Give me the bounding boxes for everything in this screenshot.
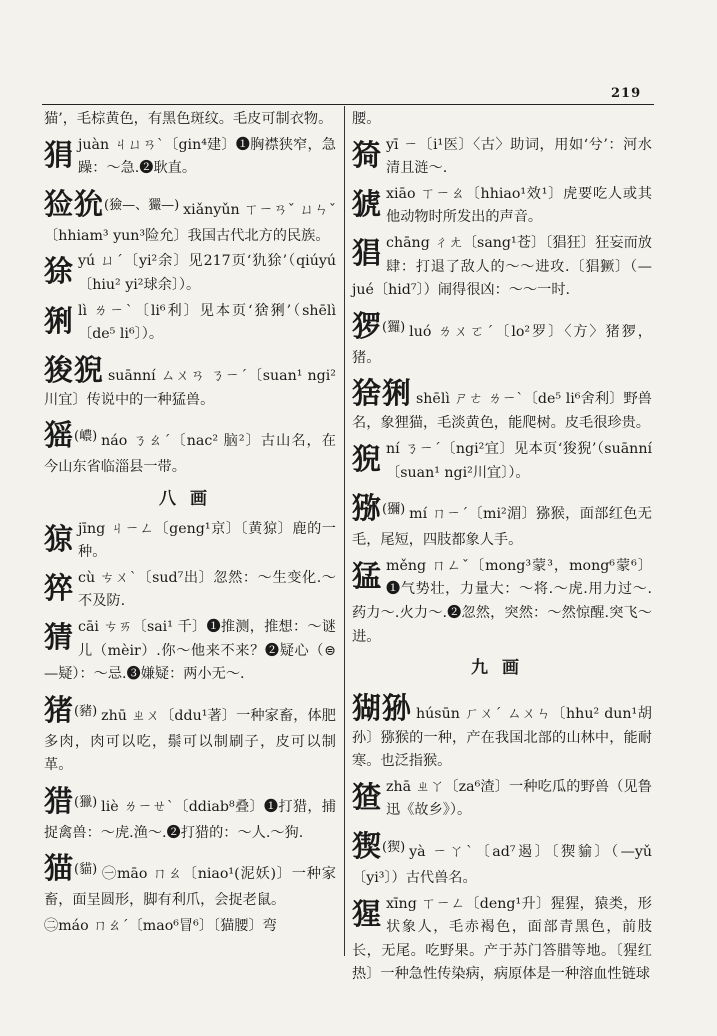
entry-definition: měng ㄇㄥˇ〔mong³蒙³，mong⁶蒙⁶〕❶气势壮，力量大：～将.～虎.用力过～.药力～.火力～.❷忽然，突然：～然惊醒.突飞～进。 — [352, 557, 652, 645]
dictionary-entry — [352, 305, 652, 371]
entry-headword — [352, 895, 382, 933]
entry-definition: náo ㄋㄠˊ〔nac² 脑²〕古山名，在今山东省临淄县一带。 — [44, 433, 336, 476]
dictionary-entry — [352, 825, 652, 891]
dictionary-entry — [352, 372, 652, 436]
headword-character: 猢狲 — [352, 690, 413, 725]
dictionary-entry — [352, 232, 652, 303]
entry-definition: cāi ㄘㄞ〔sai¹ 千〕❶推测，推想：～谜儿（mèir）.你～他来不来？❷疑心（⊜—疑）：～忌.❸嫌疑：两小无～. — [44, 618, 336, 683]
headword-character: 猊 — [352, 441, 383, 476]
entry-headword — [352, 827, 405, 867]
entry-headword — [44, 302, 74, 340]
entry-definition: yú ㄩˊ〔yi²余〕见217页‘犰狳’（qiúyú〔hiu² yi²球余〕）。 — [78, 253, 336, 293]
dictionary-entry — [44, 134, 336, 181]
dictionary-entry — [44, 847, 336, 913]
entry-definition: shēlì ㄕㄜ ㄌㄧˋ〔de⁵ li⁶舍利〕野兽名，象狸猫，毛淡黄色，能爬树。皮毛很珍贵。 — [352, 391, 652, 432]
headword-character: 猺 — [44, 418, 75, 453]
entry-definition: xiǎnyǔn ㄒㄧㄢˇ ㄩㄣˇ〔hhiam³ yun³险允〕我国古代北方的民族。 — [44, 201, 336, 244]
headword-character: 猝 — [44, 570, 75, 605]
entry-definition: 腰。 — [352, 111, 381, 127]
entry-headword — [352, 374, 412, 412]
entry-headword — [352, 136, 382, 174]
dictionary-entry — [44, 915, 336, 939]
entry-headword — [44, 416, 97, 456]
entry-headword — [44, 136, 74, 174]
headword-character: 狳 — [44, 254, 75, 289]
headword-variant: (嶩) — [74, 429, 98, 445]
dictionary-entry — [44, 108, 336, 132]
headword-character: 狷 — [44, 137, 75, 172]
dictionary-entry — [44, 567, 336, 614]
dictionary-entry — [352, 134, 652, 181]
entry-definition: chāng ㄔㄤ〔sang¹苍〕〔猖狂〕狂妄而放肆：打退了敌人的～～进攻.〔猖獗〕（—jué〔hid⁷〕）闹得很凶：～～一时. — [352, 234, 652, 299]
headword-variant: (貓) — [74, 862, 98, 878]
entry-definition: ㊁máo ㄇㄠˊ〔mao⁶冒⁶〕〔猫腰〕弯 — [44, 918, 277, 935]
headword-variant: (玀) — [382, 319, 406, 335]
entry-headword — [44, 185, 179, 225]
entry-definition: suānní ㄙㄨㄢ ㄋㄧˊ〔suan¹ ngi²川宜〕传说中的一种猛兽。 — [44, 367, 336, 408]
headword-character: 猰 — [352, 829, 383, 864]
headword-character: 狻猊 — [44, 352, 105, 387]
headword-variant: (豬) — [74, 703, 98, 719]
left-column — [44, 108, 336, 941]
headword-variant: (獫—、玁—) — [104, 197, 180, 213]
headword-character: 猖 — [352, 235, 383, 270]
column-divider — [344, 106, 345, 956]
entry-headword — [44, 849, 97, 889]
right-entries-after — [352, 687, 652, 987]
entry-definition: jīng ㄐㄧㄥ〔geng¹京〕〔黄猄〕鹿的一种。 — [78, 520, 336, 561]
entry-headword — [352, 489, 405, 529]
headword-character: 猫 — [44, 851, 75, 886]
headword-character: 猃狁 — [44, 186, 105, 221]
headword-character: 猞猁 — [352, 376, 413, 411]
entry-headword — [44, 351, 104, 389]
entry-headword — [44, 252, 74, 290]
left-entries-before — [44, 108, 336, 480]
headword-character: 猇 — [352, 186, 383, 221]
entry-definition: húsūn ㄏㄨˊ ㄙㄨㄣ〔hhu² dun¹胡孙〕猕猴的一种，产在我国北部的山林中，能耐寒。也泛指猴。 — [352, 705, 652, 770]
headword-character: 猁 — [44, 303, 75, 338]
entry-definition: mí ㄇㄧˊ〔mi²湄〕猕猴，面部红色无毛，尾短，四肢都象人手。 — [352, 506, 652, 549]
entry-definition: liè ㄌㄧㄝˋ〔ddiab⁸叠〕❶打猎，捕捉禽兽：～虎.渔～.❷打猎的：～人.～狗. — [44, 798, 336, 841]
entry-headword — [44, 520, 74, 558]
entry-definition: yī ㄧ〔i¹医〕〈古〉助词，用如‘兮’：河水清且涟～. — [386, 136, 652, 177]
entry-definition: xīng ㄒㄧㄥ〔deng¹升〕猩猩，猿类，形状象人，毛赤褐色，面部青黑色，前肢长，无尾。吃野果。产于苏门答腊等地。〔猩红热〕一种急性传染病，病原体是一种溶血性链球 — [352, 895, 652, 983]
entry-headword — [352, 778, 382, 816]
entry-definition: 猫’，毛棕黄色，有黑色斑纹。毛皮可制衣物。 — [44, 111, 333, 127]
section-title-eight-strokes: 八画 — [159, 488, 221, 509]
headword-character: 猛 — [352, 558, 383, 593]
dictionary-entry — [352, 776, 652, 823]
entry-headword — [352, 440, 382, 478]
dictionary-entry — [44, 518, 336, 565]
page-number: 219 — [611, 86, 642, 101]
dictionary-entry — [44, 414, 336, 480]
entry-definition: zhū ㄓㄨ〔ddu¹著〕一种家畜，体肥多肉，肉可以吃，鬃可以制刷子，皮可以制革。 — [44, 707, 336, 774]
headword-character: 猩 — [352, 896, 383, 931]
headword-character: 猡 — [352, 308, 383, 343]
entry-headword — [44, 618, 74, 656]
dictionary-entry — [44, 250, 336, 297]
dictionary-entry — [352, 893, 652, 987]
dictionary-entry — [44, 183, 336, 249]
headword-variant: (獵) — [74, 794, 98, 810]
entry-definition: yà ㄧㄚˋ〔ad⁷遏〕〔猰貐〕（—yǔ〔yi³〕）古代兽名。 — [352, 844, 652, 887]
entry-headword — [352, 185, 382, 223]
entry-headword — [352, 557, 382, 595]
top-rule — [42, 104, 654, 105]
entry-headword — [44, 569, 74, 607]
right-entries-before — [352, 108, 652, 649]
headword-character: 猎 — [44, 783, 75, 818]
entry-definition: ㊀māo ㄇㄠ〔niao¹(泥妖)〕一种家畜，面呈圆形，脚有利爪，会捉老鼠。 — [44, 866, 336, 909]
dictionary-entry — [44, 780, 336, 846]
headword-variant: (獼) — [382, 502, 406, 518]
dictionary-entry — [352, 108, 652, 132]
dictionary-entry — [44, 616, 336, 687]
headword-character: 猹 — [352, 779, 383, 814]
entry-definition: zhā ㄓㄚ〔za⁶渣〕一种吃瓜的野兽（见鲁迅《故乡》）。 — [386, 778, 652, 819]
headword-variant: (猰) — [382, 840, 406, 856]
entry-definition: lì ㄌㄧˋ〔li⁶利〕见本页‘猞猁’（shēlì〔de⁵ li⁶〕）。 — [78, 302, 336, 343]
left-entries-after — [44, 518, 336, 939]
right-column — [352, 108, 652, 989]
entry-definition: cù ㄘㄨˋ〔sud⁷出〕忽然：～生变化.～不及防. — [78, 569, 336, 610]
dictionary-entry — [352, 183, 652, 230]
dictionary-entry — [44, 349, 336, 413]
dictionary-entry — [352, 438, 652, 485]
headword-character: 猪 — [44, 692, 75, 727]
dictionary-entry — [352, 487, 652, 553]
entry-definition: ní ㄋㄧˊ〔ngi²宜〕见本页‘狻猊’（suānní〔suan¹ ngi²川宜〕）。 — [386, 440, 652, 481]
section-title-nine-strokes: 九画 — [471, 658, 533, 679]
headword-character: 猄 — [44, 521, 75, 556]
entry-definition: luó ㄌㄨㄛˊ〔lo²罗〕〈方〉猪猡，猪。 — [352, 323, 652, 366]
entry-definition: xiāo ㄒㄧㄠ〔hhiao¹效¹〕虎要吃人或其他动物时所发出的声音。 — [386, 185, 652, 226]
dictionary-entry — [44, 689, 336, 778]
entry-headword — [352, 234, 382, 272]
dictionary-entry — [352, 687, 652, 774]
headword-character: 猜 — [44, 619, 75, 654]
entry-headword — [352, 689, 412, 727]
dictionary-entry — [352, 555, 652, 649]
headword-character: 猗 — [352, 137, 383, 172]
entry-headword — [352, 307, 405, 347]
entry-headword — [44, 691, 97, 731]
dictionary-entry — [44, 300, 336, 347]
entry-headword — [44, 782, 97, 822]
entry-definition: juàn ㄐㄩㄢˋ〔gin⁴建〕❶胸襟狭窄，急躁：～急.❷耿直。 — [78, 136, 336, 177]
headword-character: 猕 — [352, 491, 383, 526]
